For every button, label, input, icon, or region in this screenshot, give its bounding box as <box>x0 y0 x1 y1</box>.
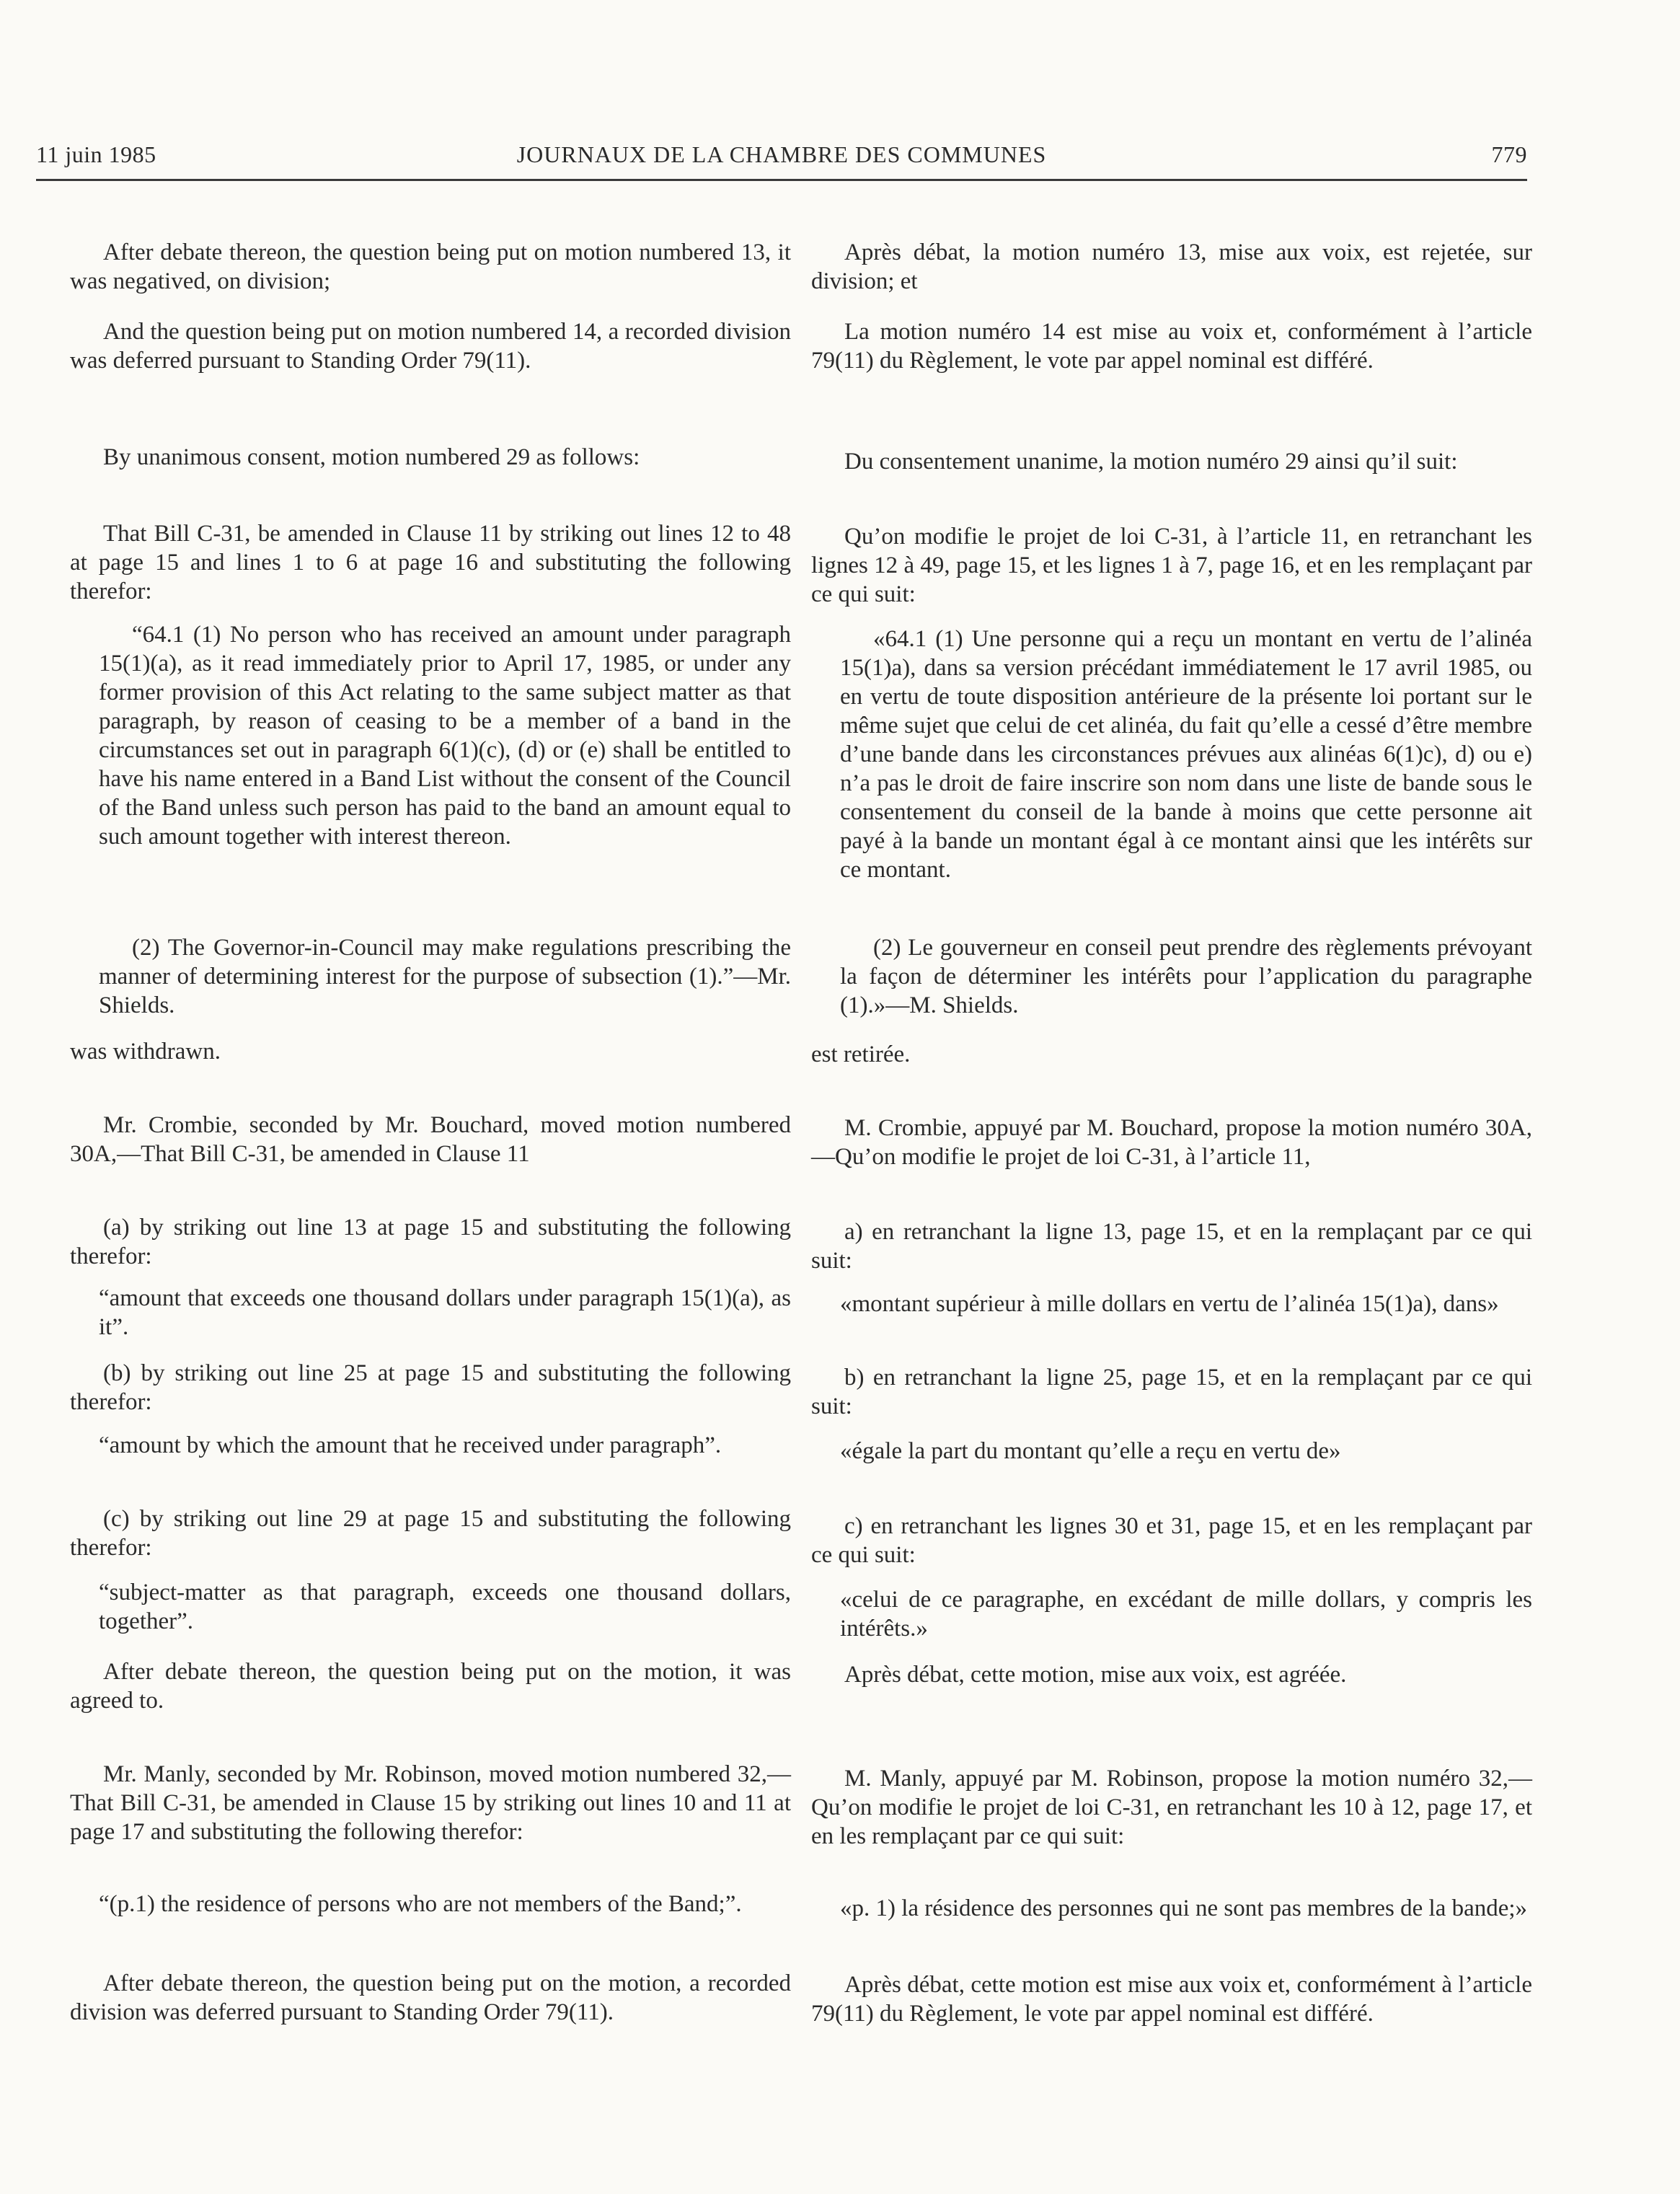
page-number: 779 <box>1491 141 1527 167</box>
paragraph: b) en retranchant la ligne 25, page 15, et en la remplaçant par ce qui suit: <box>811 1365 1532 1419</box>
paragraph: (a) by striking out line 13 at page 15 and substituting the following therefor: <box>70 1215 791 1269</box>
paragraph: And the question being put on motion numbered 14, a recorded division was deferred pursuant to Standing Order 79(11). <box>70 319 791 374</box>
paragraph: Du consentement unanime, la motion numéro 29 ainsi qu’il suit: <box>844 449 1458 475</box>
paragraph: was withdrawn. <box>70 1039 221 1065</box>
quoted-amendment: “(p.1) the residence of persons who are not members of the Band;”. <box>99 1891 742 1917</box>
paragraph: a) en retranchant la ligne 13, page 15, et en la remplaçant par ce qui suit: <box>811 1219 1532 1274</box>
quoted-amendment: (2) Le gouverneur en conseil peut prendre des règlements prévoyant la façon de déterminer les intérêts pour l’application du paragraphe (1).»—M. Shields. <box>840 935 1532 1018</box>
header-title: JOURNAUX DE LA CHAMBRE DES COMMUNES <box>516 141 1047 167</box>
paragraph: (c) by striking out line 29 at page 15 and substituting the following therefor: <box>70 1506 791 1561</box>
paragraph: La motion numéro 14 est mise au voix et, conformément à l’article 79(11) du Règlement, le vote par appel nominal est différé. <box>811 319 1532 374</box>
quoted-amendment: «64.1 (1) Une personne qui a reçu un montant en vertu de l’alinéa 15(1)a), dans sa version précédant immédiatement le 17 avril 1985, ou en vertu de toute disposition antérieure de la présente loi portant sur le même sujet que celui de cet alinéa, du fait qu’elle a cessé d’être membre d’une bande dans les circonstances prévues aux alinéas 6(1)c), d) ou e) n’a pas le droit de faire inscrire son nom dans une liste de bande sous le consentement du conseil de la bande à moins que cette personne ait payé à la bande un montant égal à ce montant ainsi que les intérêts sur ce montant. <box>840 626 1532 883</box>
paragraph: By unanimous consent, motion numbered 29 as follows: <box>103 444 640 470</box>
quoted-amendment: (2) The Governor-in-Council may make regulations prescribing the manner of determining interest for the purpose of subsection (1).”—Mr. Shields. <box>99 935 791 1018</box>
paragraph: After debate thereon, the question being put on motion numbered 13, it was negatived, on division; <box>70 239 791 294</box>
paragraph: est retirée. <box>811 1041 911 1067</box>
motion-paragraph: Mr. Crombie, seconded by Mr. Bouchard, moved motion numbered 30A,—That Bill C-31, be amended in Clause 11 <box>70 1112 791 1167</box>
quoted-amendment: «montant supérieur à mille dollars en vertu de l’alinéa 15(1)a), dans» <box>840 1291 1499 1317</box>
quoted-amendment: “subject-matter as that paragraph, exceeds one thousand dollars, together”. <box>99 1580 791 1634</box>
motion-paragraph: Mr. Manly, seconded by Mr. Robinson, moved motion numbered 32,—That Bill C-31, be amended in Clause 15 by striking out lines 10 and 11 at page 17 and substituting the following therefor: <box>70 1761 791 1845</box>
motion-paragraph: M. Crombie, appuyé par M. Bouchard, propose la motion numéro 30A,—Qu’on modifie le projet de loi C-31, à l’article 11, <box>811 1115 1532 1170</box>
quoted-amendment: «p. 1) la résidence des personnes qui ne sont pas membres de la bande;» <box>840 1895 1528 1921</box>
quoted-amendment: «celui de ce paragraphe, en excédant de mille dollars, y compris les intérêts.» <box>840 1587 1532 1642</box>
quoted-amendment: “64.1 (1) No person who has received an amount under paragraph 15(1)(a), as it read immediately prior to April 17, 1985, or under any former provision of this Act relating to the same subject matter as that paragraph, by reason of ceasing to be a member of a band in the circumstances set out in paragraph 6(1)(c), (d) or (e) shall be entitled to have his name entered in a Band List without the consent of the Council of the Band unless such person has paid to the band an amount equal to such amount together with interest thereon. <box>99 622 791 850</box>
paragraph: After debate thereon, the question being put on the motion, a recorded division was deferred pursuant to Standing Order 79(11). <box>70 1970 791 2025</box>
paragraph: After debate thereon, the question being put on the motion, it was agreed to. <box>70 1659 791 1714</box>
quoted-amendment: «égale la part du montant qu’elle a reçu en vertu de» <box>840 1438 1341 1464</box>
header-date: 11 juin 1985 <box>36 141 156 167</box>
page-header <box>36 141 1527 181</box>
paragraph: That Bill C-31, be amended in Clause 11 by striking out lines 12 to 48 at page 15 and lines 1 to 6 at page 16 and substituting the following therefor: <box>70 521 791 604</box>
quoted-amendment: “amount that exceeds one thousand dollars under paragraph 15(1)(a), as it”. <box>99 1285 791 1340</box>
paragraph: Qu’on modifie le projet de loi C-31, à l’article 11, en retranchant les lignes 12 à 49, page 15, et les lignes 1 à 7, page 16, et en les remplaçant par ce qui suit: <box>811 524 1532 607</box>
paragraph: (b) by striking out line 25 at page 15 and substituting the following therefor: <box>70 1360 791 1415</box>
paragraph: Après débat, la motion numéro 13, mise aux voix, est rejetée, sur division; et <box>811 239 1532 294</box>
paragraph: Après débat, cette motion est mise aux voix et, conformément à l’article 79(11) du Règlement, le vote par appel nominal est différé. <box>811 1972 1532 2027</box>
quoted-amendment: “amount by which the amount that he received under paragraph”. <box>99 1432 722 1458</box>
paragraph: Après débat, cette motion, mise aux voix, est agréée. <box>844 1662 1347 1688</box>
motion-paragraph: M. Manly, appuyé par M. Robinson, propose la motion numéro 32,—Qu’on modifie le projet de loi C-31, en retranchant les 10 à 12, page 17, et en les remplaçant par ce qui suit: <box>811 1766 1532 1849</box>
paragraph: c) en retranchant les lignes 30 et 31, page 15, et en les remplaçant par ce qui suit: <box>811 1513 1532 1568</box>
